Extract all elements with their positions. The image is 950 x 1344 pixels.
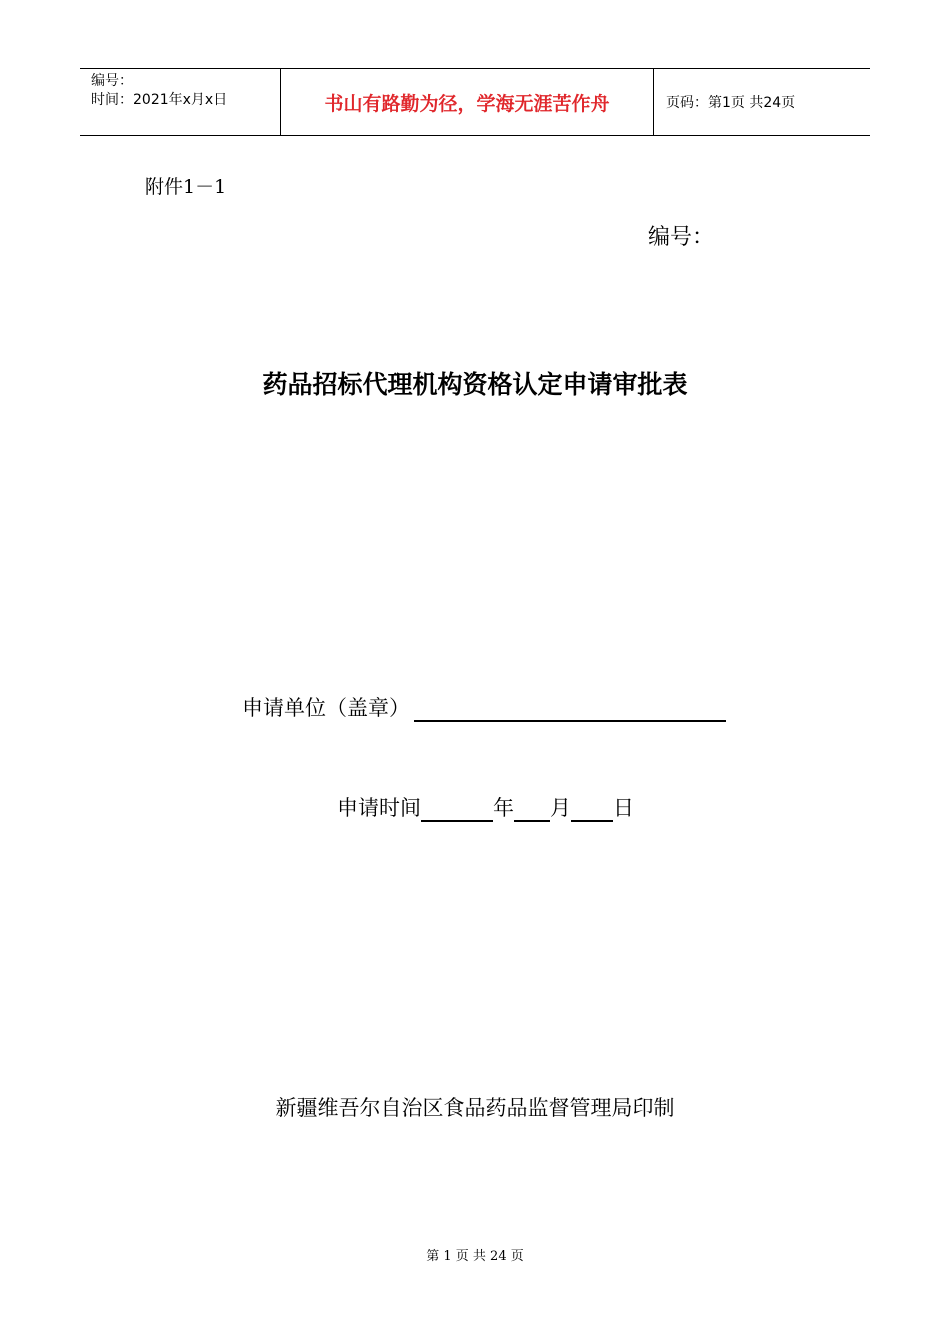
header-motto: 书山有路勤为径，学海无涯苦作舟	[281, 69, 654, 135]
header-time-label: 时间：2021年x月x日	[91, 92, 228, 108]
page-header-table	[80, 68, 870, 136]
header-meta-cell	[80, 69, 281, 135]
document-title: 药品招标代理机构资格认定申请审批表	[262, 370, 688, 399]
month-label: 月	[550, 796, 571, 820]
day-blank-line[interactable]	[571, 796, 613, 822]
applicant-label: 申请单位（盖章）	[242, 696, 410, 720]
year-label: 年	[493, 796, 514, 820]
apply-date-row	[337, 792, 634, 822]
day-label: 日	[613, 796, 634, 820]
annex-label: 附件1－1	[145, 176, 227, 198]
page-footer: 第 1 页 共 24 页	[426, 1249, 524, 1264]
header-page-info: 页码：第1页 共24页	[666, 95, 796, 111]
month-blank-line[interactable]	[514, 796, 550, 822]
doc-number-label: 编号：	[648, 225, 715, 250]
applicant-blank-line[interactable]	[414, 696, 726, 722]
year-blank-line[interactable]	[421, 796, 493, 822]
applicant-row	[242, 692, 726, 722]
apply-date-label: 申请时间	[337, 796, 421, 820]
issuer-text: 新疆维吾尔自治区食品药品监督管理局印制	[275, 1096, 675, 1120]
header-number-label: 编号：	[91, 73, 133, 89]
